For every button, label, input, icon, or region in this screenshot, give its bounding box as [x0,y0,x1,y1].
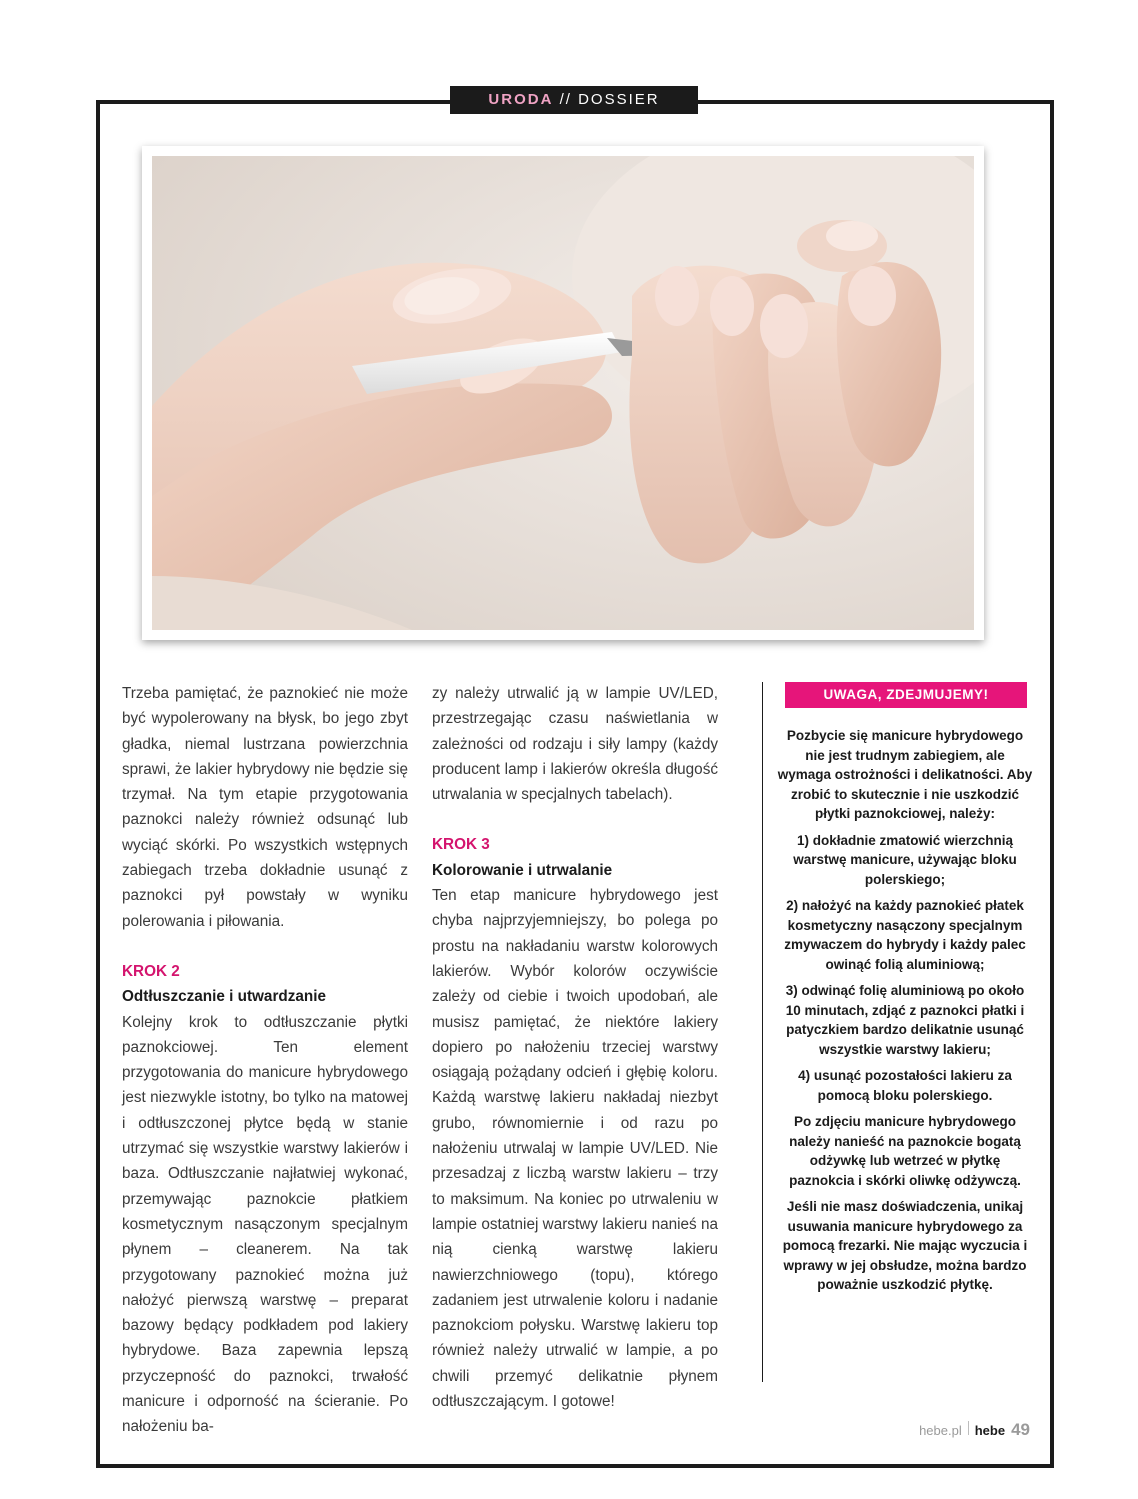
hero-photo-manicure [152,156,974,630]
intro-paragraph: Trzeba pamiętać, że paznokieć nie może być wypolerowany na błysk, bo jego zbyt gładka, niemal lustrzana powierzchnia sprawi, że lakier hybrydowy nie będzie się trzymał. Na tym etapie przygotowania paznokci należy również odsunąć lub wyciąć skórki. Po wszystkich wstępnych zabiegach trzeba dokładnie usunąć z paznokci pył powstały w wyniku polerowania i piłowania. [122,685,408,930]
page-footer [919,1420,1030,1442]
sidebar-step-3: 3) odwinąć folię aluminiową po około 10 minutach, zdjąć z paznokci płatki i patyczkiem bardzo delikatnie usunąć wszystkie warstwy lakieru; [785,983,1025,1057]
column-1 [122,681,408,1440]
column-2 [432,681,718,1414]
sidebar-title: UWAGA, ZDEJMUJEMY! [785,682,1027,708]
footer-brand-logo: hebe [974,1423,1006,1438]
step-3-label: KROK 3 [432,836,490,854]
step-2-title: Odtłuszczanie i utwardzanie [122,988,326,1006]
step-3-title: Kolorowanie i utrwalanie [432,861,613,879]
sidebar-step-4: 4) usunąć pozostałości lakieru za pomocą bloku polerskiego. [798,1068,1012,1103]
subsection-label: DOSSIER [578,91,660,108]
section-header [450,86,698,114]
step-2-continuation: zy należy utrwalić ją w lampie UV/LED, przestrzegając czasu naświetlania w zależności od rodzaju i siły lampy (każdy producent lamp i lakierów określa długość utrwalania w specjalnych tabelach). [432,685,718,804]
sidebar-paragraph-warning: Jeśli nie masz doświadczenia, unikaj usuwania manicure hybrydowego za pomocą frezarki. Nie mając wyczucia i wprawy w jej obsłudze, można bardzo poważnie uszkodzić płytkę. [782,1199,1028,1292]
page-number: 49 [1011,1420,1030,1439]
footer-site: hebe.pl [919,1423,962,1438]
removal-sidebar [762,682,1034,1382]
step-2-text: Kolejny krok to odtłuszczanie płytki paznokciowej. Ten element przygotowania do manicure hybrydowego jest niezwykle istotny, bo tylko na matowej i odtłuszczonej płytce będą w stanie utrzymać się wszystkie warstwy lakierów i baza. Odtłuszczanie najłatwiej wykonać, przemywając paznokcie płatkiem kosmetycznym nasączonym specjalnym płynem – cleanerem. Na tak przygotowany paznokieć można już nałożyć pierwszą warstwę – preparat bazowy będący podkładem pod lakiery hybrydowe. Baza zapewnia lepszą przyczepność do paznokci, trwałość manicure i odporność na ścieranie. Po nałożeniu ba- [122,1013,408,1436]
step-2-label: KROK 2 [122,962,180,980]
section-label: URODA [488,91,554,108]
sidebar-step-2: 2) nałożyć na każdy paznokieć płatek kosmetyczny nasączony specjalnym zmywaczem do hybrydy i każdy palec owinąć folią aluminiową; [784,898,1026,972]
sidebar-step-1: 1) dokładnie zmatowić wierzchnią warstwę manicure, używając bloku polerskiego; [793,832,1017,887]
sidebar-body [777,726,1033,1302]
section-separator: // [553,91,579,108]
hero-photo-frame [142,146,984,640]
manicure-illustration [152,156,974,630]
footer-divider [968,1421,969,1435]
sidebar-paragraph: Pozbycie się manicure hybrydowego nie jest trudnym zabiegiem, ale wymaga ostrożności i delikatności. Aby zrobić to skutecznie i nie uszkodzić płytki paznokciowej, należy: [777,728,1033,821]
sidebar-paragraph-aftercare: Po zdjęciu manicure hybrydowego należy nanieść na paznokcie bogatą odżywkę lub wetrzeć w płytkę paznokcia i skórki oliwkę odżywczą. [789,1114,1021,1188]
step-3-text: Ten etap manicure hybrydowego jest chyba najprzyjemniejszy, bo polega po prostu na nakładaniu warstw kolorowych lakierów. Wybór kolorów oczywiście zależy od ciebie i twoich upodobań, ale musisz pamiętać, że niektóre lakiery dopiero po nałożeniu trzeciej warstwy osiągają pożądany odcień i głębię koloru. Każdą warstwę lakieru nakładaj niezbyt grubo, równomiernie i od razu po nałożeniu utrwalaj w lampie UV/LED. Nie przesadzaj z liczbą warstw lakieru – trzy to maksimum. Na koniec po utrwaleniu w lampie ostatniej warstwy lakieru nanieś na nią cienką warstwę lakieru nawierzchniowego (topu), którego zadaniem jest utrwalenie koloru i nadanie paznokciom połysku. Warstwę lakieru top również należy utrwalić w lampie, a po chwili przemyć delikatnie płynem odtłuszczającym. I gotowe! [432,887,718,1411]
